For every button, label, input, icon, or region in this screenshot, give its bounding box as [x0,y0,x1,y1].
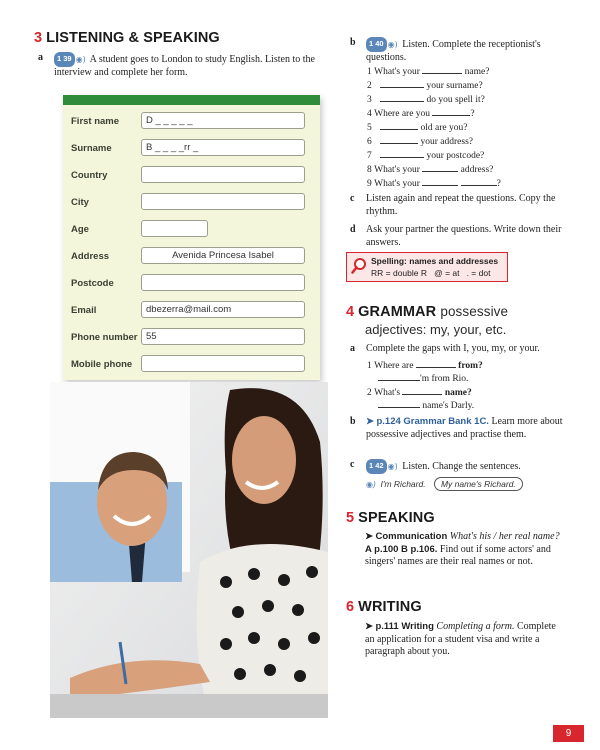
form-row-age [63,220,320,240]
answer-blank[interactable] [422,178,458,186]
email-field[interactable]: dbezerra@mail.com [141,301,305,318]
exercise-letter: d [350,224,356,235]
answer-blank[interactable] [380,136,418,144]
communication-link[interactable]: Communication [375,531,448,542]
section-5-heading [346,510,435,526]
question-item [367,94,485,106]
exercise-text: Listen. Complete the receptionist's questions. [366,39,541,63]
activity-title: Completing a form. [436,621,515,632]
question-post: name? [464,67,490,77]
section-number: 3 [34,30,43,46]
spelling-tip-title: Spelling: names and addresses [371,256,499,266]
section-number: 4 [346,304,355,320]
form-label: Email [71,305,97,316]
question-post: do you spell it? [426,95,485,105]
section-5-body [365,531,565,569]
exercise-letter: c [350,193,355,204]
form-row-address [63,247,320,267]
section-6-body [365,621,565,659]
woman-face [232,416,296,504]
speaker-icon: ◉) [366,480,377,489]
question-item [367,178,501,190]
question-number: 2 [367,81,372,91]
dialogue-item [378,400,474,412]
arrow-icon: ➤ [365,621,373,632]
form-label: Postcode [71,278,114,289]
answer-blank[interactable] [380,122,418,130]
dialogue-pre: What's [374,388,401,398]
answer-blank[interactable] [380,150,424,158]
question-pre: What's your [374,179,420,189]
exercise-text: Find out if some actors' and singers' names are their real names or not. [365,543,551,567]
form-label: City [71,197,89,208]
form-label: Mobile phone [71,359,133,370]
question-item [367,108,475,120]
exercise-3a [38,52,328,79]
registration-form [63,95,320,380]
answer-blank[interactable] [402,387,442,395]
section-3-heading [34,30,220,46]
interview-photo [50,382,328,718]
exercise-4c [350,459,565,474]
address-field[interactable]: Avenida Princesa Isabel [141,247,305,264]
speaker-icon: ◉) [75,55,86,64]
spelling-tip-box [346,252,508,282]
writing-link[interactable]: p.111 Writing [375,621,434,632]
question-item [367,80,483,92]
activity-title: What's his / her real name? [449,531,560,542]
question-pre: What's your [374,165,420,175]
mobile-phone-field[interactable] [141,355,305,372]
magnifier-icon [351,257,367,275]
exercise-text: Listen. Change the sentences. [402,461,521,472]
section-number: 6 [346,599,355,615]
arrow-icon: ➤ [365,531,373,542]
question-number: 6 [367,137,372,147]
exercise-text: Listen again and repeat the questions. Copy the rhythm. [366,193,556,217]
question-post: your surname? [426,81,483,91]
question-post: your postcode? [426,151,485,161]
dialogue-number: 2 [367,388,372,398]
exercise-letter: c [350,459,355,470]
dialogue-item [367,387,472,399]
section-title: SPEAKING [358,510,435,526]
example-row [366,477,523,491]
exercise-letter: b [350,416,356,427]
question-post: ? [496,179,501,189]
section-title: GRAMMAR [358,304,437,320]
section-subtitle-line2: adjectives: my, your, etc. [365,322,507,337]
page-ref-a[interactable]: A p.100 [365,543,399,555]
dialogue-reply: name's Darly. [422,401,475,411]
section-4-heading [346,304,508,320]
form-label: Age [71,224,89,235]
answer-blank[interactable] [432,108,470,116]
example-response-bubble: My name's Richard. [434,477,523,491]
exercise-text: Complete an application for a student visa and write a paragraph about you. [365,621,556,657]
exercise-letter: a [350,343,355,354]
page-ref-b[interactable]: B p.106. [400,543,438,555]
form-row-surname [63,139,320,159]
answer-blank[interactable] [422,66,462,74]
first-name-field[interactable]: D _ _ _ _ _ [141,112,305,129]
speaker-icon: ◉) [387,40,398,49]
form-label: Surname [71,143,112,154]
answer-blank[interactable] [380,80,424,88]
question-item [367,150,484,162]
question-pre: What's your [374,67,420,77]
grammar-bank-link[interactable]: p.124 Grammar Bank 1C. [376,416,489,427]
page-number: 9 [553,725,584,742]
question-post: ? [470,109,475,119]
answer-blank[interactable] [380,94,424,102]
form-row-first-name [63,112,320,132]
section-6-heading [346,599,422,615]
exercise-text: A student goes to London to study English. Listen to the interview and complete her form. [54,54,315,78]
dialogue-post: from? [458,361,483,371]
section-title: LISTENING & SPEAKING [46,30,220,46]
arrow-icon: ➤ [366,416,374,427]
exercise-text: Learn more about possessive adjectives and practise them. [366,416,563,440]
country-field[interactable] [141,166,305,183]
exercise-3c [350,193,565,218]
exercise-letter: b [350,37,356,48]
spelling-tip-rule: RR = double R @ = at . = dot [371,268,491,278]
city-field[interactable] [141,193,305,210]
form-label: Country [71,170,108,181]
answer-blank[interactable] [378,373,420,381]
form-row-postcode [63,274,320,294]
section-title: WRITING [358,599,422,615]
exercise-text: Ask your partner the questions. Write down their answers. [366,224,562,248]
question-pre: Where are you [374,109,431,119]
answer-blank[interactable] [416,360,456,368]
question-item [367,66,489,78]
exercise-3d [350,224,565,249]
question-number: 4 [367,109,372,119]
exercise-text: Complete the gaps with I, you, my, or your. [366,343,540,354]
exercise-letter: a [38,52,43,63]
answer-blank[interactable] [422,164,458,172]
exercise-4b [350,416,565,441]
dialogue-reply: 'm from Rio. [420,374,469,384]
example-prompt: I'm Richard. [380,479,426,489]
surname-field[interactable]: B _ _ _ _rr _ [141,139,305,156]
exercise-4a [350,343,565,356]
question-number: 3 [367,95,372,105]
section-subtitle: possessive [440,304,509,319]
section-number: 5 [346,510,355,526]
form-row-mobile [63,355,320,375]
answer-blank[interactable] [378,400,420,408]
answer-blank[interactable] [461,178,497,186]
dialogue-item [367,360,483,372]
form-label: Phone number [71,332,138,343]
audio-track-badge: 1 40 [366,37,387,52]
question-item [367,136,473,148]
question-number: 8 [367,165,372,175]
form-row-email [63,301,320,321]
form-row-city [63,193,320,213]
form-row-phone [63,328,320,348]
question-number: 5 [367,123,372,133]
form-label: First name [71,116,120,127]
exercise-3b [350,37,565,64]
audio-track-badge: 1 42 [366,459,387,474]
dialogue-post: name? [444,388,472,398]
postcode-field[interactable] [141,274,305,291]
phone-number-field[interactable]: 55 [141,328,305,345]
question-item [367,164,493,176]
age-field[interactable] [141,220,208,237]
audio-track-badge: 1 39 [54,52,75,67]
speaker-icon: ◉) [387,462,398,471]
question-number: 7 [367,151,372,161]
form-label: Address [71,251,110,262]
question-post: your address? [420,137,473,147]
question-number: 1 [367,67,372,77]
question-number: 9 [367,179,372,189]
form-row-country [63,166,320,186]
question-item [367,122,467,134]
photo-illustration [50,382,328,718]
question-post: old are you? [420,123,468,133]
dialogue-pre: Where are [374,361,414,371]
question-post: address? [460,165,494,175]
dialogue-number: 1 [367,361,372,371]
dialogue-item [378,373,468,385]
